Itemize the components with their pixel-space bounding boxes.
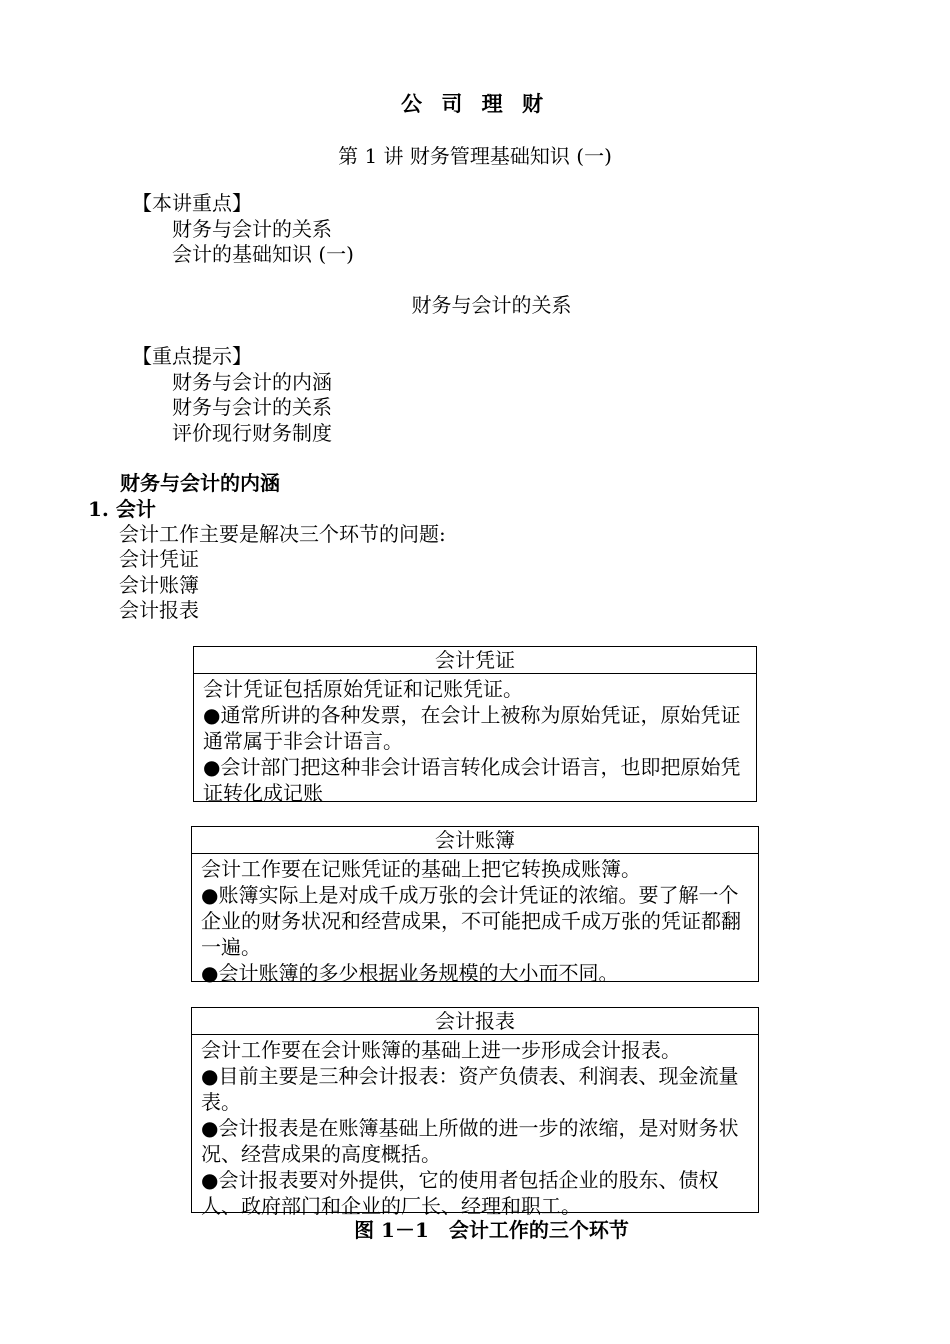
figure-caption: 图 1－1 会计工作的三个环节 xyxy=(354,1218,629,1242)
box-line: ●会计报表是在账簿基础上所做的进一步的浓缩，是对财务状况、经营成果的高度概括。 xyxy=(201,1116,739,1166)
lecture-title: 第 1 讲 财务管理基础知识 (一) xyxy=(338,144,612,168)
document-title: 公 司 理 财 xyxy=(401,92,549,116)
box-line: ●账簿实际上是对成千成万张的会计凭证的浓缩。要了解一个企业的财务状况和经营成果，不可能把成千成万张的凭证都翻一遍。 xyxy=(201,883,741,959)
list-item: 会计凭证 xyxy=(119,547,199,571)
box-line: ●通常所讲的各种发票，在会计上被称为原始凭证，原始凭证通常属于非会计语言。 xyxy=(203,703,741,753)
box-line: ●会计报表要对外提供，它的使用者包括企业的股东、债权人、政府部门和企业的厂长、经理和职工。 xyxy=(201,1168,719,1218)
box-title: 会计凭证 xyxy=(194,647,756,674)
subheading: 财务与会计的内涵 xyxy=(120,471,280,495)
key-point-item: 会计的基础知识 (一) xyxy=(172,242,354,266)
numbered-heading: 1. 会计 xyxy=(88,497,156,521)
box-title: 会计账簿 xyxy=(192,827,758,854)
report-box xyxy=(191,1007,759,1218)
box-line: 会计工作要在记账凭证的基础上把它转换成账簿。 xyxy=(201,857,641,881)
box-title: 会计报表 xyxy=(192,1008,758,1035)
tips-heading: 【重点提示】 xyxy=(132,344,252,368)
voucher-box xyxy=(193,646,757,805)
box-line: 会计工作要在会计账簿的基础上进一步形成会计报表。 xyxy=(201,1038,681,1062)
box-line: ●会计部门把这种非会计语言转化成会计语言，也即把原始凭证转化成记账 xyxy=(203,755,741,805)
list-item: 会计报表 xyxy=(119,598,199,622)
box-line: ●会计账簿的多少根据业务规模的大小而不同。 xyxy=(201,961,619,985)
key-points-heading: 【本讲重点】 xyxy=(132,191,252,215)
box-line: ●目前主要是三种会计报表：资产负债表、利润表、现金流量表。 xyxy=(201,1064,739,1114)
tip-item: 财务与会计的关系 xyxy=(172,395,332,419)
intro-text: 会计工作主要是解决三个环节的问题: xyxy=(119,522,446,546)
box-line: 会计凭证包括原始凭证和记账凭证。 xyxy=(203,677,523,701)
tip-item: 财务与会计的内涵 xyxy=(172,370,332,394)
key-point-item: 财务与会计的关系 xyxy=(172,217,332,241)
ledger-box xyxy=(191,826,759,985)
list-item: 会计账簿 xyxy=(119,573,199,597)
section-title: 财务与会计的关系 xyxy=(411,293,572,317)
tip-item: 评价现行财务制度 xyxy=(172,421,332,445)
